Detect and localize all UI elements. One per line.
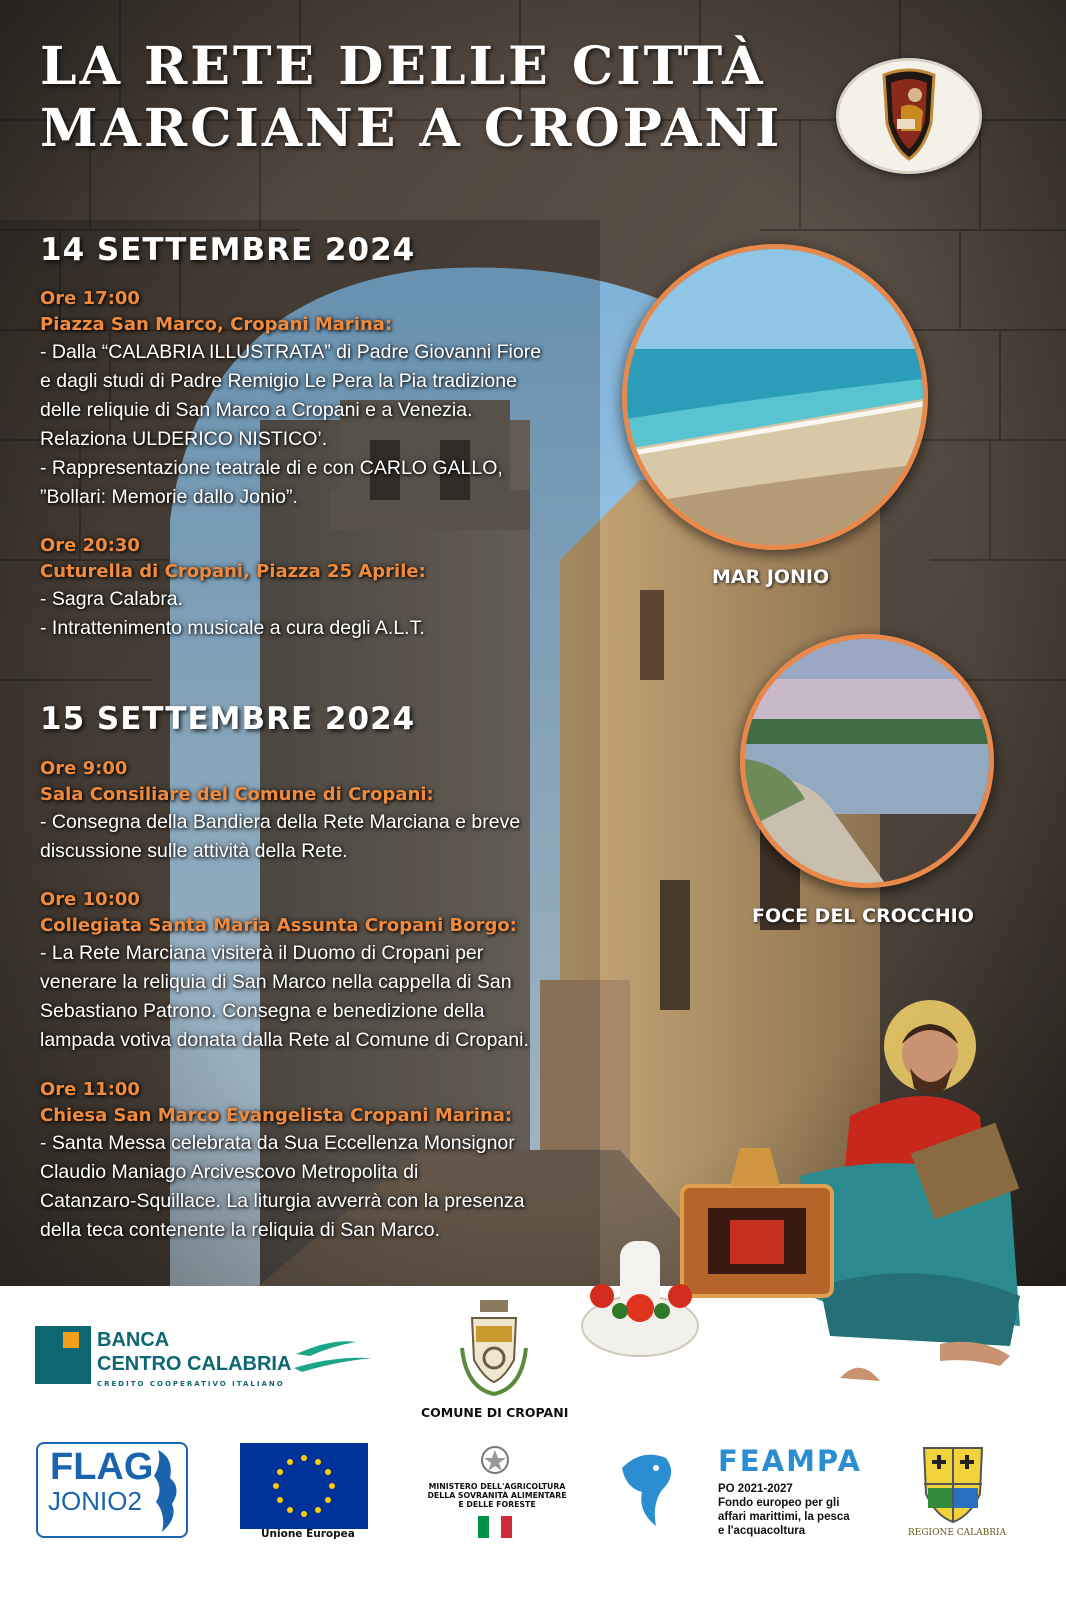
title-line-1: LA RETE DELLE CITTÀ xyxy=(40,36,766,97)
event-line: - Rappresentazione teatrale di e con CARLO GALLO, xyxy=(40,457,503,479)
day-2-date: 15 SETTEMBRE 2024 xyxy=(40,701,416,737)
event-line: lampada votiva donata dalla Rete al Comune di Cropani. xyxy=(40,1029,529,1051)
italian-flag-icon xyxy=(478,1516,512,1538)
event-line: Relaziona ULDERICO NISTICO’. xyxy=(40,428,328,450)
feampa-line: PO 2021-2027 xyxy=(718,1483,793,1495)
event-line: - La Rete Marciana visiterà il Duomo di Cropani per xyxy=(40,942,484,964)
fish-icon xyxy=(612,1448,682,1534)
event-line: - Dalla “CALABRIA ILLUSTRATA” di Padre Giovanni Fiore xyxy=(40,341,542,363)
event-place: Piazza San Marco, Cropani Marina: xyxy=(40,314,393,335)
event-time: Ore 9:00 xyxy=(40,758,128,779)
flag-subtext: JONIO2 xyxy=(48,1486,142,1516)
event-place: Cuturella di Cropani, Piazza 25 Aprile: xyxy=(40,561,426,582)
regione-label: REGIONE CALABRIA xyxy=(908,1528,1007,1538)
event-day1-2 xyxy=(40,533,600,643)
river-image xyxy=(745,639,989,883)
bank-subtitle: CREDITO COOPERATIVO ITALIANO xyxy=(97,1380,285,1388)
flag-text: FLAG xyxy=(50,1446,154,1488)
saint-mark-illustration xyxy=(580,996,1050,1396)
river-photo xyxy=(740,634,994,888)
feampa-title: FEAMPA xyxy=(718,1444,862,1478)
comune-label: COMUNE DI CROPANI xyxy=(421,1405,569,1420)
saint-mark-crest-logo xyxy=(836,58,982,174)
ministry-label xyxy=(424,1482,570,1509)
feampa-line: e l'acquacoltura xyxy=(718,1525,806,1537)
event-day2-1 xyxy=(40,756,600,866)
event-line: Claudio Maniago Arcivescovo Metropolita di xyxy=(40,1161,419,1183)
event-time: Ore 20:30 xyxy=(40,535,140,556)
event-time: Ore 17:00 xyxy=(40,288,140,309)
bank-swoosh-icon xyxy=(292,1334,374,1376)
sea-photo xyxy=(622,244,928,550)
event-place: Sala Consiliare del Comune di Cropani: xyxy=(40,784,434,805)
sea-caption: MAR JONIO xyxy=(712,566,830,588)
eu-flag-logo xyxy=(240,1443,368,1529)
regione-calabria-shield-icon xyxy=(918,1444,988,1524)
poster-title xyxy=(40,36,800,160)
event-line: - Intrattenimento musicale a cura degli A.L.T. xyxy=(40,617,425,639)
day-1-date: 14 SETTEMBRE 2024 xyxy=(40,232,416,268)
event-line: della teca contenente la reliquia di San Marco. xyxy=(40,1219,440,1241)
event-line: e dagli studi di Padre Remigio Le Pera la Pia tradizione xyxy=(40,370,517,392)
ministry-line-1: MINISTERO DELL'AGRICOLTURA xyxy=(428,1482,566,1491)
bank-line-1: BANCA xyxy=(97,1329,170,1351)
sea-image xyxy=(627,249,923,545)
feampa-line: Fondo europeo per gli xyxy=(718,1497,840,1509)
title-line-2: MARCIANE A CROPANI xyxy=(40,98,783,159)
eu-stars-icon xyxy=(240,1443,368,1529)
event-time: Ore 11:00 xyxy=(40,1079,140,1100)
event-line: ”Bollari: Memorie dallo Jonio”. xyxy=(40,486,298,508)
event-time: Ore 10:00 xyxy=(40,889,140,910)
event-line: - Santa Messa celebrata da Sua Eccellenza Monsignor xyxy=(40,1132,515,1154)
event-day1-1 xyxy=(40,286,600,512)
event-day2-2 xyxy=(40,887,600,1055)
river-caption: FOCE DEL CROCCHIO xyxy=(752,905,974,927)
event-place: Chiesa San Marco Evangelista Cropani Marina: xyxy=(40,1105,513,1126)
bank-logo-icon xyxy=(35,1326,91,1384)
event-line: discussione sulle attività della Rete. xyxy=(40,840,348,862)
calabria-map-icon xyxy=(148,1448,184,1534)
event-line: delle reliquie di San Marco a Cropani e a Venezia. xyxy=(40,399,473,421)
event-line: Catanzaro-Squillace. La liturgia avverrà con la presenza xyxy=(40,1190,525,1212)
flag-jonio2-logo xyxy=(36,1442,188,1538)
feampa-line: affari marittimi, la pesca xyxy=(718,1511,850,1523)
eu-label: Unione Europea xyxy=(261,1528,355,1540)
event-line: Sebastiano Patrono. Consegna e benedizione della xyxy=(40,1000,485,1022)
ministry-line-3: E DELLE FORESTE xyxy=(458,1500,536,1509)
event-day2-3 xyxy=(40,1077,600,1245)
event-line: - Sagra Calabra. xyxy=(40,588,184,610)
shield-icon xyxy=(839,61,979,171)
event-line: venerare la reliquia di San Marco nella cappella di San xyxy=(40,971,512,993)
ministry-line-2: DELLA SOVRANITÀ ALIMENTARE xyxy=(427,1491,567,1500)
event-line: - Consegna della Bandiera della Rete Marciana e breve xyxy=(40,811,521,833)
event-place: Collegiata Santa Maria Assunta Cropani Borgo: xyxy=(40,915,517,936)
bank-name xyxy=(97,1328,291,1376)
italian-emblem-icon xyxy=(480,1444,510,1476)
bank-line-2: CENTRO CALABRIA xyxy=(97,1353,292,1375)
comune-coat-of-arms-icon xyxy=(456,1298,532,1398)
